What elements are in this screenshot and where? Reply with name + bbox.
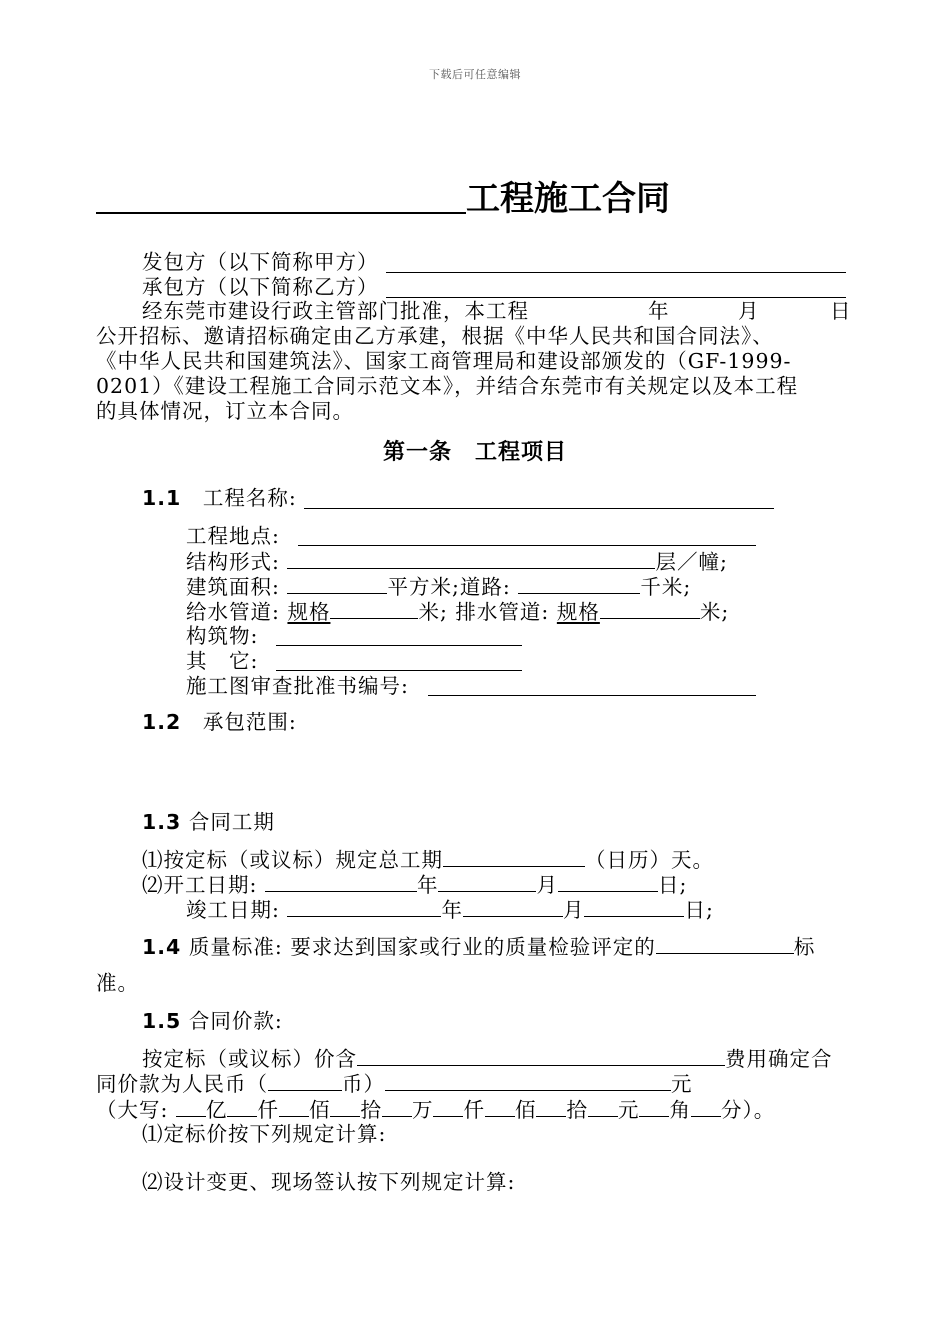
cap-unit: 拾 [566, 1098, 588, 1122]
start-year-field[interactable] [265, 872, 417, 892]
cap-field[interactable] [382, 1097, 412, 1117]
supply-field[interactable] [330, 599, 418, 619]
intro-month-label: 月 [738, 299, 760, 323]
location-label: 工程地点: [186, 524, 280, 548]
intro-year-label: 年 [648, 299, 670, 323]
supply-unit: 米; [418, 600, 448, 624]
cap-unit: 拾 [360, 1098, 382, 1122]
item-1-2 [142, 710, 297, 734]
item-1-3-number: 1.3 [142, 810, 182, 834]
structure-field[interactable] [287, 549, 655, 569]
item-1-1 [142, 486, 297, 510]
start-month-field[interactable] [438, 872, 536, 892]
party-a-line [142, 250, 379, 274]
quality-field[interactable] [656, 934, 794, 954]
others-field[interactable] [276, 670, 522, 671]
item-1-5 [142, 1009, 283, 1033]
party-a-label: 发包方（以下简称甲方） [142, 250, 379, 274]
cap-field[interactable] [485, 1097, 515, 1117]
section-title: 第一条 工程项目 [382, 440, 567, 465]
start-day-label: 日; [657, 873, 688, 897]
cap-unit: 仟 [463, 1098, 485, 1122]
cap-unit: 仟 [257, 1098, 279, 1122]
total-period-unit: （日历）天。 [585, 848, 714, 872]
currency-label: 币） [342, 1072, 385, 1096]
party-a-field[interactable] [386, 272, 846, 273]
total-period-field[interactable] [443, 847, 585, 867]
title-blank-line[interactable] [96, 178, 466, 214]
drain-label: 排水管道: [455, 600, 550, 624]
cap-field[interactable] [588, 1097, 618, 1117]
supply-spec: 规格 [287, 600, 331, 624]
calc-rule-1: ⑴定标价按下列规定计算: [142, 1122, 387, 1146]
road-field[interactable] [518, 574, 640, 594]
road-label: 道路: [459, 575, 511, 599]
drain-field[interactable] [600, 599, 700, 619]
cap-field[interactable] [279, 1097, 309, 1117]
scope-label: 承包范围: [202, 710, 297, 734]
item-1-1-number: 1.1 [142, 486, 182, 510]
permit-label: 施工图审查批准书编号: [186, 674, 409, 698]
structure-label: 结构形式: [186, 550, 280, 574]
start-day-field[interactable] [558, 872, 658, 892]
cap-field[interactable] [536, 1097, 566, 1117]
party-b-line [142, 275, 379, 299]
drain-unit: 米; [699, 600, 730, 624]
cap-field[interactable] [433, 1097, 463, 1117]
cap-unit: 佰 [514, 1098, 537, 1122]
end-day-field[interactable] [584, 897, 684, 917]
intro-line-1: 经东莞市建设行政主管部门批准，本工程 [142, 299, 529, 323]
structure-line [186, 549, 728, 574]
end-date-label: 竣工日期: [186, 898, 280, 922]
cap-unit: 万 [411, 1098, 434, 1122]
project-name-field[interactable] [304, 508, 774, 509]
start-date-line [142, 872, 687, 897]
cap-field[interactable] [227, 1097, 257, 1117]
party-b-field[interactable] [386, 297, 846, 298]
page-header: 下载后可任意编辑 [429, 68, 521, 81]
price-line-2-text: 同价款为人民币（ [96, 1072, 268, 1096]
area-field[interactable] [287, 574, 387, 594]
end-year-label: 年 [441, 898, 463, 922]
end-month-field[interactable] [463, 897, 563, 917]
capital-amount-line [96, 1097, 775, 1122]
pipes-line [186, 599, 729, 624]
period-label: 合同工期 [188, 810, 275, 834]
quality-label: 质量标准: [188, 935, 283, 959]
location-field[interactable] [298, 545, 756, 546]
currency-field[interactable] [268, 1071, 342, 1091]
end-month-label: 月 [562, 898, 585, 922]
intro-line-3: 《中华人民共和国建筑法》、国家工商管理局和建设部颁发的（GF-1999- [96, 349, 792, 373]
amount-field[interactable] [385, 1071, 671, 1091]
title-text: 工程施工合同 [466, 179, 670, 219]
end-day-label: 日; [684, 898, 714, 922]
price-line-1 [142, 1046, 833, 1071]
cap-unit: 元 [617, 1098, 640, 1122]
cap-unit: 角 [669, 1098, 691, 1122]
price-line-2 [96, 1071, 693, 1096]
price-includes-field[interactable] [357, 1046, 725, 1066]
party-b-label: 承包方（以下简称乙方） [142, 275, 379, 299]
price-line-1-text: 按定标（或议标）价含 [142, 1047, 357, 1071]
supply-label: 给水管道: [186, 600, 280, 624]
intro-line-5: 的具体情况，订立本合同。 [96, 399, 354, 423]
cap-field[interactable] [176, 1097, 206, 1117]
cap-field[interactable] [330, 1097, 360, 1117]
price-label: 合同价款: [188, 1009, 283, 1033]
quality-text: 要求达到国家或行业的质量检验评定的 [290, 935, 656, 959]
road-unit: 千米; [640, 575, 692, 599]
total-period-line [142, 847, 714, 872]
end-year-field[interactable] [287, 897, 441, 917]
cap-field[interactable] [639, 1097, 669, 1117]
amount-unit: 元 [671, 1072, 693, 1096]
others-label: 其 它: [186, 649, 259, 673]
capital-label: （大写: [96, 1098, 169, 1122]
item-1-4-number: 1.4 [142, 935, 182, 959]
structures-label: 构筑物: [186, 624, 259, 648]
intro-line-2: 公开招标、邀请招标确定由乙方承建，根据《中华人民共和国合同法》、 [96, 324, 774, 348]
item-1-2-number: 1.2 [142, 710, 182, 734]
start-year-label: 年 [416, 873, 439, 897]
item-1-4 [142, 934, 815, 959]
project-name-label: 工程名称: [202, 486, 297, 510]
price-line-1-tail: 费用确定合 [725, 1047, 833, 1071]
intro-day-label: 日 [830, 299, 852, 323]
area-label: 建筑面积: [186, 575, 280, 599]
contract-title [96, 178, 670, 220]
calc-rule-2: ⑵设计变更、现场签认按下列规定计算: [142, 1170, 516, 1194]
cap-unit: 亿 [205, 1098, 228, 1122]
start-date-label: ⑵开工日期: [142, 873, 258, 897]
quality-tail-2: 准。 [96, 971, 139, 995]
cap-field[interactable] [691, 1097, 721, 1117]
structures-field[interactable] [276, 645, 522, 646]
item-1-5-number: 1.5 [142, 1009, 182, 1033]
intro-line-4: 0201）《建设工程施工合同示范文本》，并结合东莞市有关规定以及本工程 [96, 374, 799, 398]
structure-unit: 层／幢; [655, 550, 728, 574]
item-1-3 [142, 810, 275, 834]
area-unit: 平方米; [387, 575, 460, 599]
start-month-label: 月 [536, 873, 558, 897]
drain-spec: 规格 [556, 600, 600, 624]
quality-tail: 标 [793, 935, 816, 959]
cap-unit: 分）。 [720, 1098, 776, 1122]
cap-unit: 佰 [308, 1098, 331, 1122]
end-date-line [186, 897, 714, 922]
permit-field[interactable] [428, 695, 756, 696]
area-line [186, 574, 691, 599]
total-period-label: ⑴按定标（或议标）规定总工期 [142, 848, 443, 872]
